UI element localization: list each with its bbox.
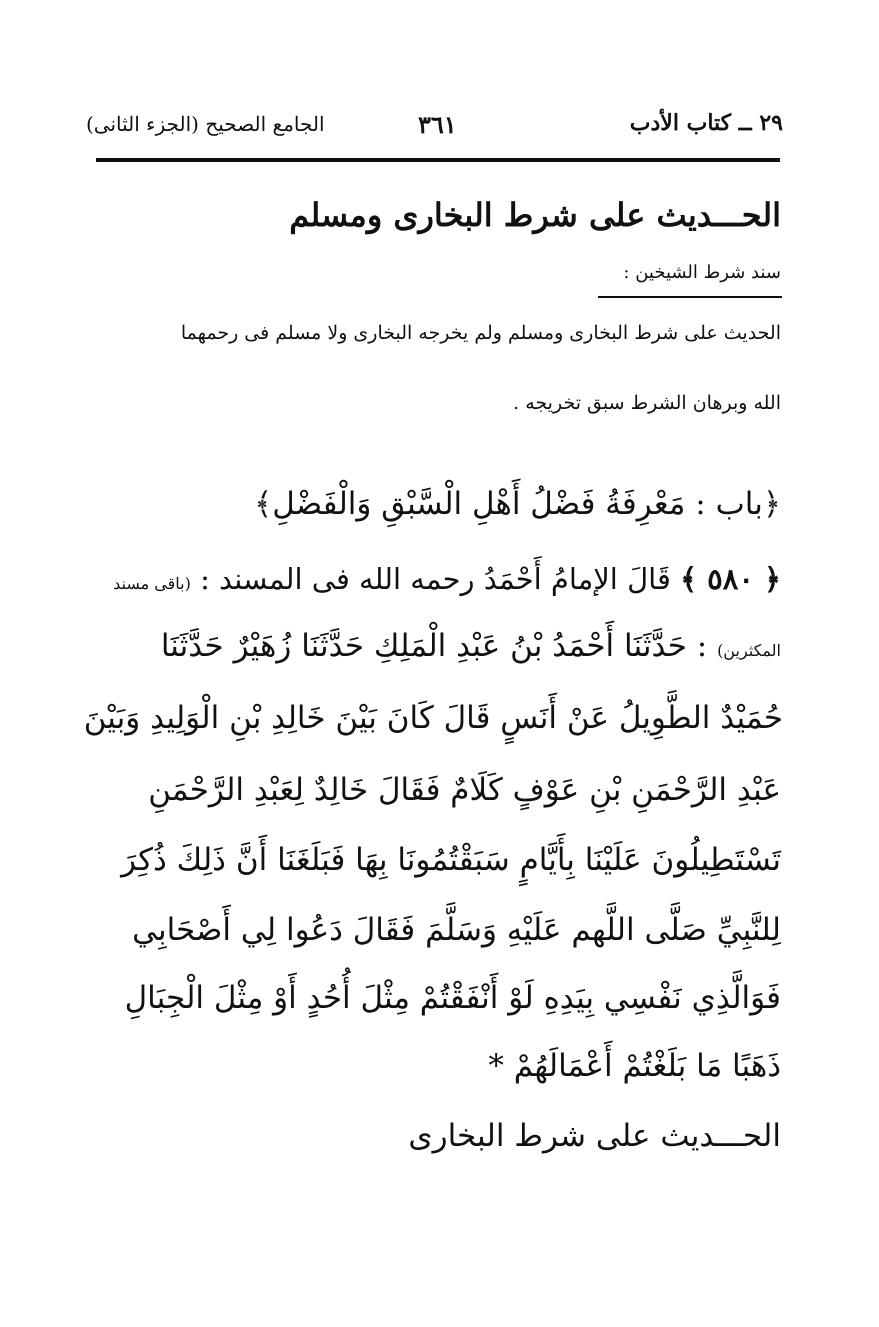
subheading-underline	[598, 296, 782, 298]
hadith-verdict: الحـــديث على شرط البخارى	[408, 1118, 781, 1154]
hadith-first-line	[113, 562, 781, 596]
chapter-header: ٢٩ ــ كتاب الأدب	[629, 110, 783, 136]
section-subheading: سند شرط الشيخين :	[623, 262, 781, 283]
chapter-heading: ﴿باب : مَعْرِفَةُ فَضْلُ أَهْلِ الْسَّبْقِ وَالْفَضْلِ﴾	[254, 486, 781, 522]
hadith-line: عَبْدِ الرَّحْمَنِ بْنِ عَوْفٍ كَلَامٌ فَقَالَ خَالِدٌ لِعَبْدِ الرَّحْمَنِ	[148, 772, 781, 808]
section-title: الحـــديث على شرط البخارى ومسلم	[289, 196, 781, 234]
hadith-line: تَسْتَطِيلُونَ عَلَيْنَا بِأَيَّامٍ سَبَقْتُمُونَا بِهَا فَبَلَغَنَا أَنَّ ذَلِكَ ذُكِرَ	[121, 842, 781, 878]
hadith-line: فَوَالَّذِي نَفْسِي بِيَدِهِ لَوْ أَنْفَقْتُمْ مِثْلَ أُحُدٍ أَوْ مِثْلَ الْجِبَالِ	[124, 980, 781, 1016]
page-number: ٣٦١	[418, 110, 457, 139]
hadith-line: حُمَيْدٌ الطَّوِيلُ عَنْ أَنَسٍ قَالَ كَانَ بَيْنَ خَالِدِ بْنِ الْوَلِيدِ وَبَيْنَ	[83, 700, 783, 736]
hadith-number: ﴿ ٥٨٠ ﴾	[680, 562, 781, 596]
hadith-source-part2: المكثرين)	[717, 641, 781, 660]
hadith-line	[161, 628, 781, 664]
paragraph-line: الحديث على شرط البخارى ومسلم ولم يخرجه البخارى ولا مسلم فى رحمهما	[180, 322, 781, 344]
hadith-source-part1: (باقى مسند	[113, 574, 191, 593]
paragraph-line: الله وبرهان الشرط سبق تخريجه .	[513, 392, 781, 414]
hadith-line: ذَهَبًا مَا بَلَغْتُمْ أَعْمَالَهُمْ *	[488, 1048, 781, 1084]
hadith-intro: قَالَ الإمامُ أَحْمَدُ رحمه الله فى المسند :	[200, 562, 671, 596]
hadith-line: لِلنَّبِيِّ صَلَّى اللَّهم عَلَيْهِ وَسَلَّمَ فَقَالَ دَعُوا لِي أَصْحَابِي	[132, 912, 781, 948]
hadith-isnad: : حَدَّثَنَا أَحْمَدُ بْنُ عَبْدِ الْمَلِكِ حَدَّثَنَا زُهَيْرٌ حَدَّثَنَا	[160, 628, 708, 664]
book-part-header: الجامع الصحيح (الجزء الثانى)	[86, 112, 325, 136]
header-rule	[96, 158, 780, 162]
